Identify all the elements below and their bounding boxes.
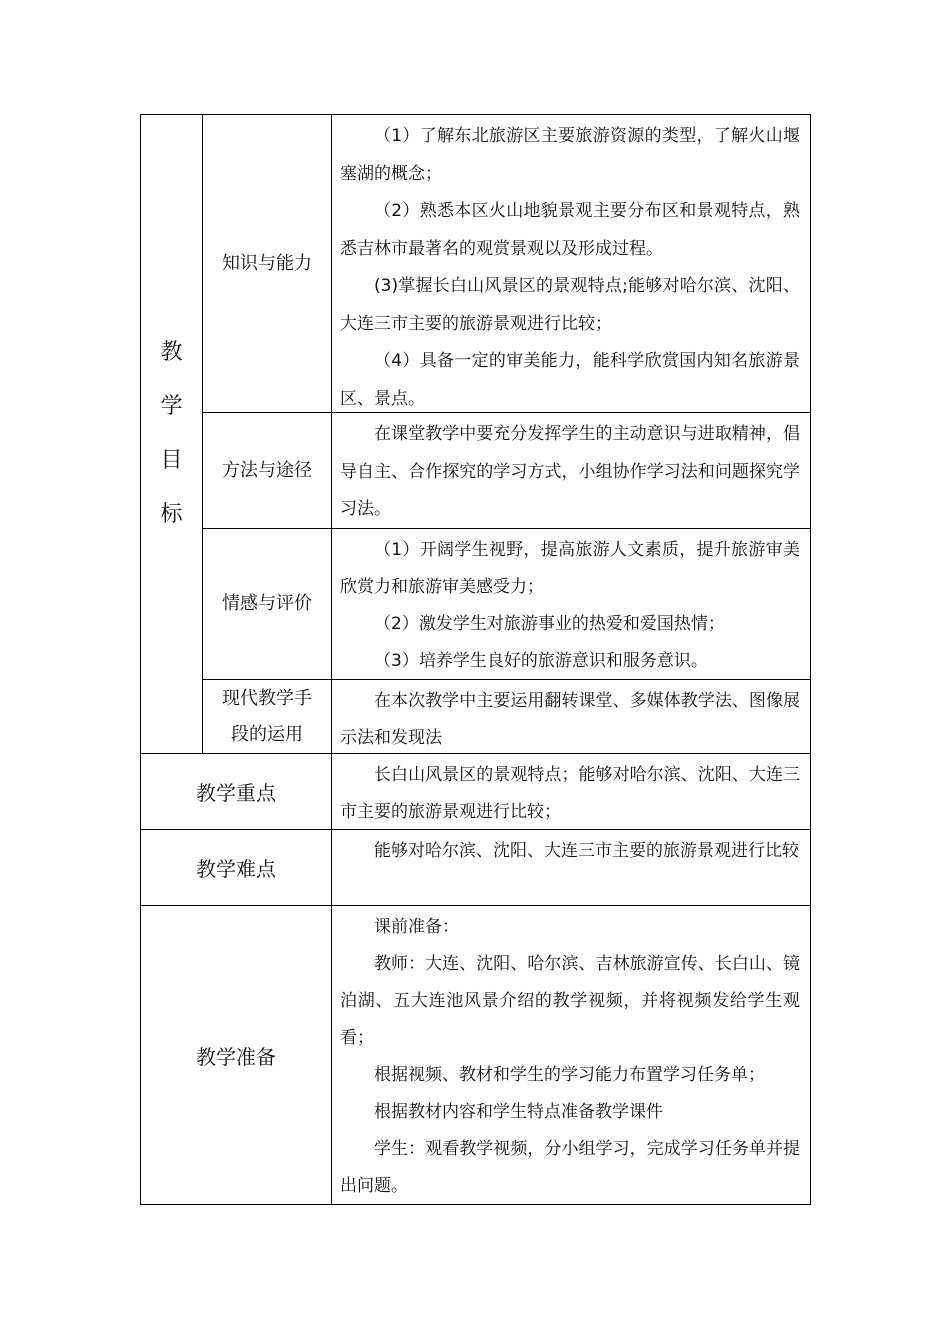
emotion-item: （1）开阔学生视野，提高旅游人文素质，提升旅游审美欣赏力和旅游审美感受力； bbox=[340, 540, 800, 597]
knowledge-item: (3)掌握长白山风景区的景观特点;能够对哈尔滨、沈阳、大连三市主要的旅游景观进行比较； bbox=[340, 276, 800, 334]
objectives-header-char: 学 bbox=[160, 394, 183, 419]
emotion-item: （3）培养学生良好的旅游意识和服务意识。 bbox=[374, 651, 708, 671]
emotion-label-cell bbox=[202, 528, 332, 680]
preparation-content bbox=[331, 905, 811, 1205]
difficulties-content bbox=[331, 829, 811, 906]
method-label: 方法与途径 bbox=[222, 459, 312, 481]
modern-means-item: 在本次教学中主要运用翻转课堂、多媒体教学法、图像展示法和发现法 bbox=[340, 691, 800, 748]
preparation-item: 课前准备： bbox=[374, 917, 459, 937]
preparation-item: 教师：大连、沈阳、哈尔滨、吉林旅游宣传、长白山、镜泊湖、五大连池风景介绍的教学视频，并将视频发给学生观看； bbox=[340, 954, 800, 1048]
difficulties-label: 教学难点 bbox=[196, 857, 276, 881]
objectives-header bbox=[140, 114, 203, 754]
method-item: 在课堂教学中要充分发挥学生的主动意识与进取精神，倡导自主、合作探究的学习方式，小组协作学习法和问题探究学习法。 bbox=[340, 424, 800, 519]
preparation-item: 根据教材内容和学生特点准备教学课件 bbox=[374, 1102, 663, 1122]
emotion-label: 情感与评价 bbox=[222, 593, 312, 614]
key-points-content bbox=[331, 753, 811, 830]
key-points-label: 教学重点 bbox=[196, 781, 276, 805]
modern-means-label-line2: 段的运用 bbox=[231, 723, 303, 745]
lesson-plan-table bbox=[140, 114, 811, 1205]
objectives-header-char: 目 bbox=[160, 448, 183, 473]
emotion-item: （2）激发学生对旅游事业的热爱和爱国热情； bbox=[374, 614, 725, 634]
objectives-header-char: 标 bbox=[160, 502, 183, 527]
key-points-item: 长白山风景区的景观特点；能够对哈尔滨、沈阳、大连三市主要的旅游景观进行比较； bbox=[340, 765, 800, 822]
preparation-label: 教学准备 bbox=[196, 1044, 276, 1069]
objectives-header-char: 教 bbox=[160, 340, 183, 365]
preparation-label-cell bbox=[140, 905, 332, 1205]
knowledge-item: （4）具备一定的审美能力，能科学欣赏国内知名旅游景区、景点。 bbox=[340, 351, 800, 409]
knowledge-item: （2）熟悉本区火山地貌景观主要分布区和景观特点，熟悉吉林市最著名的观赏景观以及形成过程。 bbox=[340, 201, 800, 259]
method-content bbox=[331, 412, 811, 529]
difficulties-item: 能够对哈尔滨、沈阳、大连三市主要的旅游景观进行比较 bbox=[374, 841, 799, 861]
preparation-item: 根据视频、教材和学生的学习能力布置学习任务单； bbox=[374, 1065, 765, 1085]
key-points-label-cell bbox=[140, 753, 332, 830]
modern-means-label-line1: 现代教学手 bbox=[222, 687, 312, 709]
knowledge-content bbox=[331, 114, 811, 413]
modern-means-content bbox=[331, 679, 811, 754]
emotion-content bbox=[331, 528, 811, 680]
knowledge-label: 知识与能力 bbox=[222, 252, 312, 274]
difficulties-label-cell bbox=[140, 829, 332, 906]
knowledge-label-cell bbox=[202, 114, 332, 413]
preparation-item: 学生：观看教学视频，分小组学习，完成学习任务单并提出问题。 bbox=[340, 1139, 800, 1196]
method-label-cell bbox=[202, 412, 332, 529]
knowledge-item: （1）了解东北旅游区主要旅游资源的类型，了解火山堰塞湖的概念； bbox=[340, 126, 800, 184]
modern-means-label-cell bbox=[202, 679, 332, 754]
